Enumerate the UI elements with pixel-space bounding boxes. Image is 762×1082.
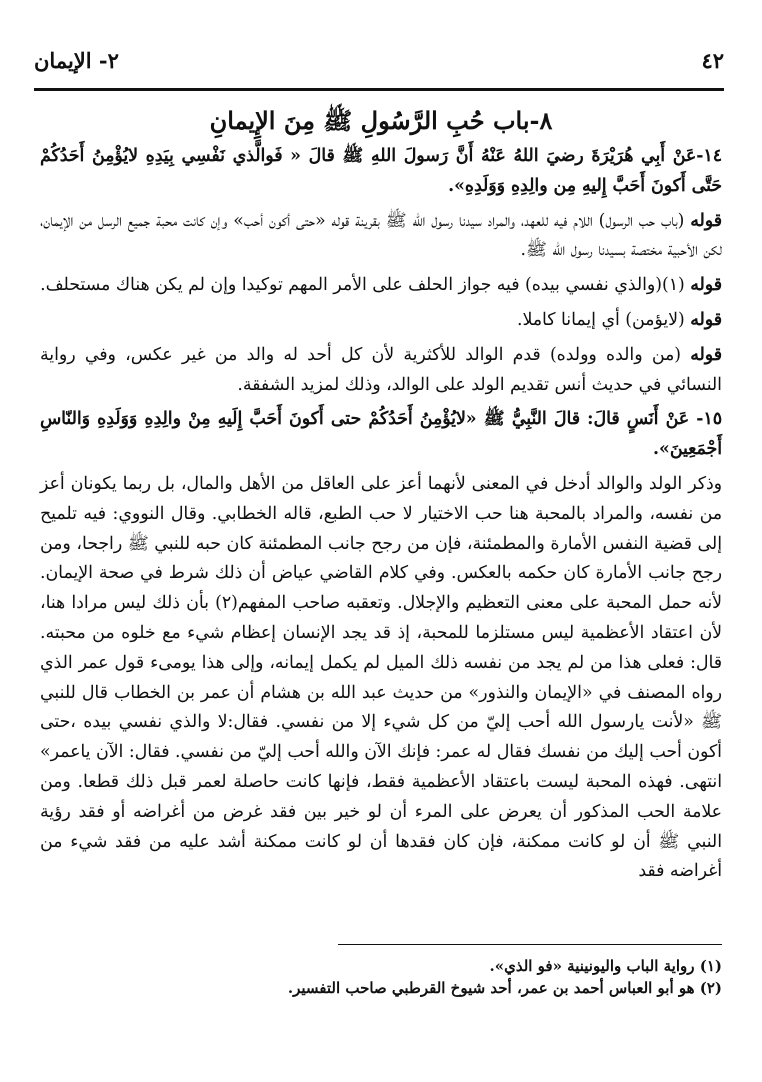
- commentary-paragraph: [40, 271, 722, 301]
- commentary-lead: قوله: [690, 309, 722, 330]
- commentary-text: (لايؤمن) أي إيمانا كاملا.: [516, 309, 691, 330]
- main-text: [40, 104, 722, 892]
- hadith-15: [40, 405, 722, 465]
- commentary-text: (من والده وولده) قدم الوالد للأكثرية لأن كل أحد له والد من غير عكس، وفي رواية النسائي في حديث أنس تقديم الولد على الوالد، وذلك لمزيد الشفقة.: [40, 344, 722, 395]
- commentary-lead: قوله: [690, 275, 722, 296]
- chapter-name: ٢- الإيمان: [34, 47, 119, 73]
- hadith-text: ١٤-عَنْ أَبِي هُرَيْرَةَ رضيَ اللهُ عَنْهُ أَنَّ رَسولَ اللهِ ﷺ قالَ « فَوالَّذي نَفْسِي بِيَدِهِ لايُؤْمِنُ أَحَدُكُمْ حَتَّى أَكونَ أَحَبَّ إِليهِ مِن والِدِهِ وَوَلَدِهِ».: [40, 146, 722, 196]
- footnote-2: (٢) هو أبو العباس أحمد بن عمر، أحد شيوخ القرطبي صاحب التفسير.: [287, 979, 722, 997]
- footnote-rule: [338, 944, 722, 945]
- hadith-text: ١٥- عَنْ أَنَسٍ قالَ: قالَ النَّبِيُّ ﷺ «لايُؤْمِنُ أَحَدُكُمْ حتى أَكونَ أَحَبَّ إِلَيهِ مِنْ والِدِهِ وَوَلَدِهِ وَالنّاسِ أَجْمَعِينَ».: [40, 409, 722, 460]
- footnote-1: (١) رواية الباب واليونينية «فو الذي».: [489, 957, 722, 975]
- running-head: [34, 40, 724, 80]
- commentary-text: وذكر الولد والوالد أدخل في المعنى لأنهما أعز على العاقل من الأهل والمال، بل ربما يكونان أعز من نفسه، والمراد بالمحبة هنا حب الاختيار لا حب الطبع، قاله الخطابي. وقال النووي: فيه تلميح إلى قضية النفس الأمارة والمطمئنة، فإن من رجح جانب المطمئنة كان حبه للنبي ﷺ راجحا، ومن رجح جانب الأمارة كان حكمه بالعكس. وفي كلام القاضي عياض أن ذلك شرط في صحة الإيمان. لأنه حمل المحبة على معنى التعظيم والإجلال. وتعقبه صاحب المفهم(٢) بأن ذلك ليس مرادا هنا، لأن اعتقاد الأعظمية ليس مستلزما للمحبة، إذ قد يجد الإنسان إعظام شيء مع خلوه من محبته. قال: فعلى هذا من لم يجد من نفسه ذلك الميل لم يكمل إيمانه، وإلى هذا يومىء قول عمر الذي رواه المصنف في «الإيمان والنذور» من حديث عبد الله بن هشام أن عمر بن الخطاب قال للنبي ﷺ «لأنت يارسول الله أحب إليّ من كل شيء إلا من نفسي. فقال:لا والذي نفسي بيده ،حتى أكون أحب إليك من نفسك فقال له عمر: فإنك الآن والله أحب إليّ من نفسي. فقال: الآن ياعمر» انتهى. فهذه المحبة ليست باعتقاد الأعظمية فقط، فإنها كانت حاصلة لعمر قبل ذلك قطعا. ومن علامة الحب المذكور أن يعرض على المرء أن لو خير بين فقد غرض من أغراضه أو فقد رؤية النبي ﷺ أن لو كانت ممكنة، فإن كان فقدها أن لو كانت ممكنة أشد عليه من فقد شيء من أغراضه فقد: [40, 473, 722, 882]
- commentary-lead: قوله: [690, 210, 722, 231]
- hadith-14: [40, 142, 722, 202]
- header-rule: [34, 88, 724, 91]
- page-number: ٤٢: [701, 47, 724, 73]
- footnotes: [40, 955, 722, 999]
- commentary-lead: قوله: [690, 344, 722, 365]
- chapter-title: ٨-باب حُبِ الرَّسُولِ ﷺ مِنَ الإِيمانِ: [209, 106, 553, 135]
- commentary-paragraph: [40, 306, 722, 336]
- commentary-text: (باب حب الرسول) اللام فيه للعهد، والمراد سيدنا رسول الله ﷺ بقرينة قوله «حتى أكون أحب» وإن كانت محبة جميع الرسل من الإيمان، لكن الأحبية مختصة بسيدنا رسول الله ﷺ.: [40, 210, 722, 261]
- commentary-text: (١)(والذي نفسي بيده) فيه جواز الحلف على الأمر المهم توكيدا وإن لم يكن هناك مستحلف.: [40, 275, 691, 296]
- commentary-paragraph: [40, 470, 722, 887]
- commentary-paragraph: [40, 207, 722, 267]
- commentary-paragraph: [40, 341, 722, 401]
